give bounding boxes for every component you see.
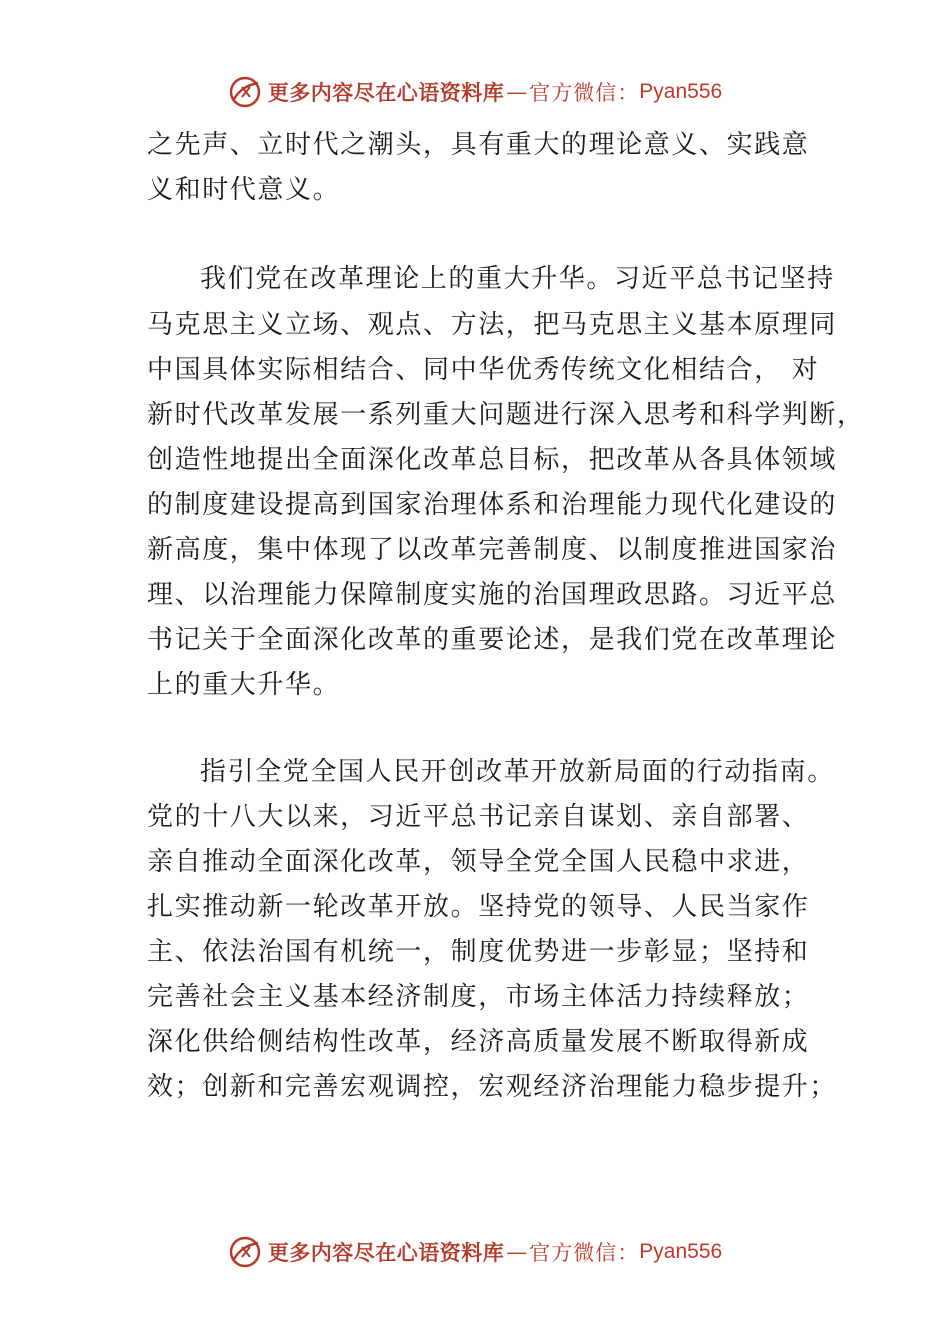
text-line: 新时代改革发展一系列重大问题进行深入思考和科学判断， [147,400,865,430]
footer-wechat-label: 官方微信： [529,1241,640,1265]
text-line: 的制度建设提高到国家治理体系和治理能力现代化建设的 [147,490,838,520]
text-line: 完善社会主义基本经济制度，市场主体活力持续释放； [147,982,810,1012]
text-line: 之先声、立时代之潮头，具有重大的理论意义、实践意 [147,130,810,160]
text-line: 创造性地提出全面深化改革总目标，把改革从各具体领域 [147,445,838,475]
footer-banner [0,1232,950,1272]
text-line: 新高度，集中体现了以改革完善制度、以制度推进国家治 [147,535,838,565]
text-line: 书记关于全面深化改革的重要论述，是我们党在改革理论 [147,625,838,655]
header-dash: — [506,80,528,104]
text-line: 中国具体实际相结合、同中华优秀传统文化相结合， 对 [147,355,820,385]
footer-wechat-id: Pyan556 [639,1240,723,1263]
footer-dash: — [506,1240,528,1264]
text-line: 马克思主义立场、观点、方法，把马克思主义基本原理同 [147,310,838,340]
footer-slogan: 更多内容尽在心语资料库 [267,1240,505,1265]
paragraph-start-line: 指引全党全国人民开创改革开放新局面的行动指南。 [200,757,835,787]
text-line: 效；创新和完善宏观调控，宏观经济治理能力稳步提升； [147,1072,838,1102]
text-line: 深化供给侧结构性改革，经济高质量发展不断取得新成 [147,1027,810,1057]
text-line: 扎实推动新一轮改革开放。坚持党的领导、人民当家作 [147,892,810,922]
header-banner [0,72,950,112]
logo-icon [228,75,262,109]
text-line: 义和时代意义。 [147,175,341,205]
text-line: 亲自推动全面深化改革，领导全党全国人民稳中求进， [147,847,810,877]
header-wechat-id: Pyan556 [639,80,723,103]
text-line: 理、以治理能力保障制度实施的治国理政思路。习近平总 [147,580,838,610]
text-line: 主、依法治国有机统一，制度优势进一步彰显；坚持和 [147,937,810,967]
header-wechat-label: 官方微信： [529,81,640,105]
header-slogan: 更多内容尽在心语资料库 [267,80,505,105]
logo-icon [228,1235,262,1269]
text-line: 党的十八大以来，习近平总书记亲自谋划、亲自部署、 [147,802,810,832]
text-line: 上的重大升华。 [147,670,341,700]
paragraph-start-line: 我们党在改革理论上的重大升华。习近平总书记坚持 [200,264,835,294]
